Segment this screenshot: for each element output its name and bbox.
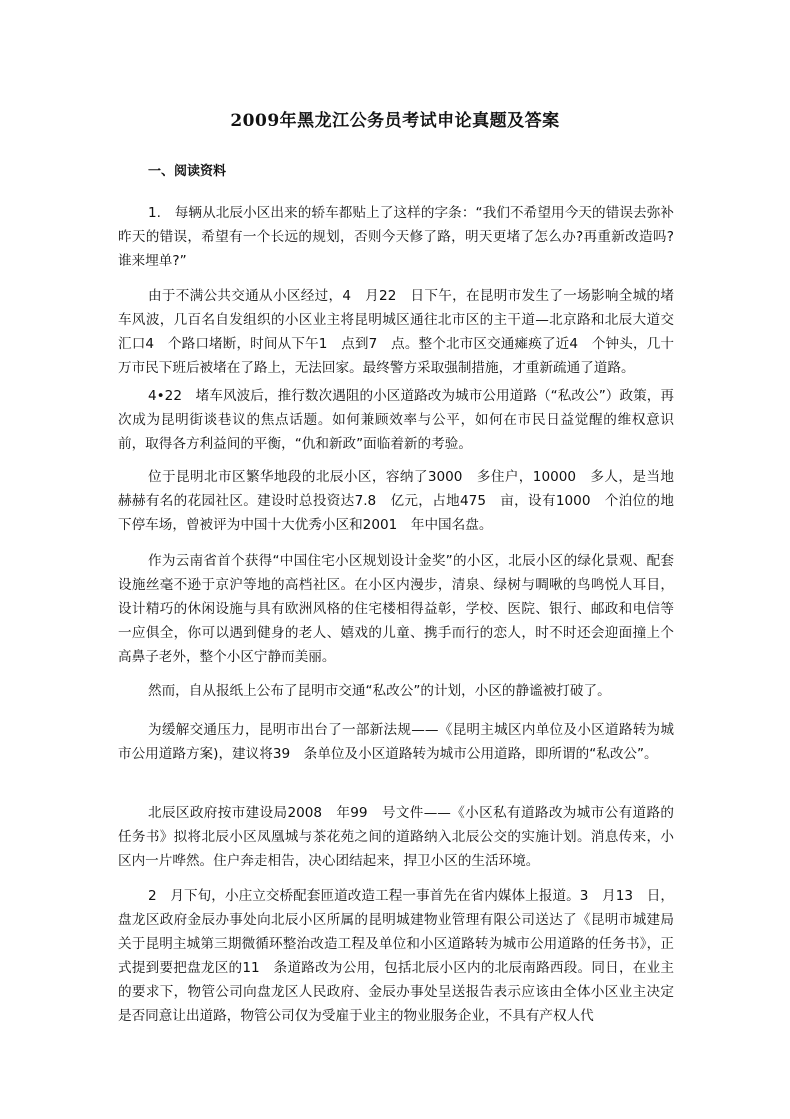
paragraph-1: 1. 每辆从北辰小区出来的轿车都贴上了这样的字条：“我们不希望用今天的错误去弥补昨天的错误，希望有一个长远的规划，否则今天修了路，明天更堵了怎么办?再重新改造吗?谁来埋单?” <box>118 205 674 269</box>
paragraph-6: 然而，自从报纸上公布了昆明市交通“私改公”的计划，小区的静谧被打破了。 <box>148 683 611 699</box>
paragraph-4: 位于昆明北市区繁华地段的北辰小区，容纳了3000 多住户，10000 多人，是当地赫赫有名的花园社区。建设时总投资达7.8 亿元，占地475 亩，设有1000 个泊位的地下停车场，曾被评为中国十大优秀小区和2001 年中国名盘。 <box>118 469 674 533</box>
document-title: 2009年黑龙江公务员考试申论真题及答案 <box>230 111 560 131</box>
paragraph-8: 北辰区政府按市建设局2008 年99 号文件——《小区私有道路改为城市公有道路的任务书》拟将北辰小区凤凰城与茶花苑之间的道路纳入北辰公交的实施计划。消息传来，小区内一片哗然。住户奔走相告，决心团结起来，捍卫小区的生活环境。 <box>118 805 674 869</box>
paragraph-7: 为缓解交通压力，昆明市出台了一部新法规——《昆明主城区内单位及小区道路转为城市公用道路方案)，建议将39 条单位及小区道路转为城市公用道路，即所谓的“私改公”。 <box>118 722 674 762</box>
paragraph-3: 4•22 堵车风波后，推行数次遇阻的小区道路改为城市公用道路（“私改公”）政策，再次成为昆明街谈巷议的焦点话题。如何兼顾效率与公平，如何在市民日益觉醒的维权意识前，取得各方利益间的平衡，“仇和新政”面临着新的考验。 <box>118 388 674 452</box>
paragraph-2: 由于不满公共交通从小区经过，4 月22 日下午，在昆明市发生了一场影响全城的堵车风波，几百名自发组织的小区业主将昆明城区通往北市区的主干道—北京路和北辰大道交汇口4 个路口堵断，时间从下午1 点到7 点。整个北市区交通瘫痪了近4 个钟头，几十万市民下班后被堵在了路上，无法回家。最终警方采取强制措施，才重新疏通了道路。 <box>118 288 674 376</box>
paragraph-9: 2 月下旬，小庄立交桥配套匝道改造工程一事首先在省内媒体上报道。3 月13 日，盘龙区政府金辰办事处向北辰小区所属的昆明城建物业管理有限公司送达了《昆明市城建局关于昆明主城第三期微循环整治改造工程及单位和小区道路转为城市公用道路的任务书》，正式提到要把盘龙区的11 条道路改为公用，包括北辰小区内的北辰南路西段。同日，在业主的要求下，物管公司向盘龙区人民政府、金辰办事处呈送报告表示应该由全体小区业主决定是否同意让出道路，物管公司仅为受雇于业主的物业服务企业，不具有产权人代 <box>118 888 674 1024</box>
paragraph-5: 作为云南省首个获得“中国住宅小区规划设计金奖”的小区，北辰小区的绿化景观、配套设施丝毫不逊于京沪等地的高档社区。在小区内漫步，清泉、绿树与啁啾的鸟鸣悦人耳目，设计精巧的休闲设施与具有欧洲风格的住宅楼相得益彰，学校、医院、银行、邮政和电信等一应俱全，你可以遇到健身的老人、嬉戏的儿童、携手而行的恋人，时不时还会迎面撞上个高鼻子老外，整个小区宁静而美丽。 <box>118 553 674 665</box>
section-heading: 一、阅读资料 <box>148 164 227 179</box>
